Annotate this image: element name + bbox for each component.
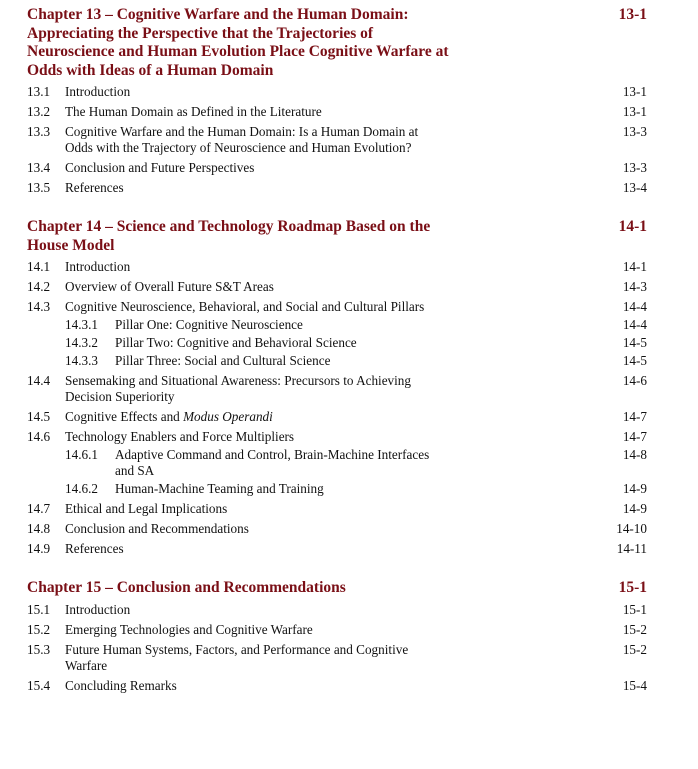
toc-subentry[interactable]: [27, 481, 647, 497]
chapter-title: Chapter 15 – Conclusion and Recommendations: [27, 579, 346, 596]
section-page: 14-6: [622, 373, 647, 388]
toc-entry[interactable]: [27, 259, 647, 275]
chapter-heading[interactable]: [27, 6, 647, 80]
section-title: Concluding Remarks: [65, 677, 177, 693]
section-title: Cognitive Warfare and the Human Domain: Is a Human Domain at Odds with the Trajectory of Neuroscience and Human Evolution?: [65, 124, 419, 155]
toc-entry[interactable]: [27, 299, 647, 315]
toc-entry[interactable]: [27, 501, 647, 517]
subsection-number: 14.3.2: [65, 335, 98, 350]
section-page: 14-11: [616, 541, 647, 556]
subsection-title: Adaptive Command and Control, Brain-Machine Interfaces and SA: [115, 447, 430, 478]
subsection-page: 14-5: [622, 335, 647, 350]
section-number: 13.1: [27, 84, 51, 99]
section-page: 14-7: [622, 409, 647, 424]
section-number: 14.5: [27, 409, 51, 424]
toc-entry[interactable]: [27, 409, 647, 425]
subsection-title: Human-Machine Teaming and Training: [115, 481, 324, 496]
section-title: Overview of Overall Future S&T Areas: [65, 279, 274, 294]
section-title: References: [65, 541, 124, 556]
section-title: Emerging Technologies and Cognitive Warfare: [65, 621, 313, 637]
section-number: 14.6: [27, 429, 51, 444]
subsection-page: 14-5: [622, 353, 647, 368]
section-title: The Human Domain as Defined in the Literature: [65, 104, 322, 119]
toc-entry[interactable]: [27, 642, 647, 674]
section-page: 14-4: [622, 299, 647, 314]
toc-entry[interactable]: [27, 160, 647, 176]
section-number: 14.4: [27, 373, 51, 388]
section-number: 13.3: [27, 124, 51, 139]
chapter-13: [27, 6, 647, 196]
section-number: 13.2: [27, 104, 51, 119]
section-title-text: Cognitive Effects and: [65, 409, 184, 424]
section-page: 15-1: [622, 601, 647, 617]
section-page: 15-2: [622, 641, 647, 657]
chapter-14: [27, 218, 647, 557]
toc-entry[interactable]: [27, 521, 647, 537]
subsection-title: Pillar Two: Cognitive and Behavioral Science: [115, 335, 357, 350]
section-title: Sensemaking and Situational Awareness: Precursors to Achieving Decision Superiority: [65, 373, 411, 404]
toc-entry[interactable]: [27, 279, 647, 295]
section-page: 14-1: [622, 259, 647, 274]
section-title: Introduction: [65, 84, 131, 99]
chapter-title: Chapter 13 – Cognitive Warfare and the Human Domain: Appreciating the Perspective that the Trajectories of Neuroscience and Human Evolution Place Cognitive Warfare at Odds with Ideas of a Human Domain: [27, 6, 449, 79]
section-page: 13-4: [622, 180, 647, 195]
subsection-number: 14.6.2: [65, 481, 98, 496]
section-number: 13.4: [27, 160, 51, 175]
table-of-contents: [27, 6, 647, 716]
section-number: 15.2: [27, 621, 51, 637]
section-title: Technology Enablers and Force Multipliers: [65, 429, 295, 444]
section-page: 13-1: [622, 84, 647, 99]
subsection-number: 14.3.3: [65, 353, 98, 368]
section-page: 14-9: [622, 501, 647, 516]
section-number: 14.9: [27, 541, 51, 556]
section-page: 15-2: [622, 621, 647, 637]
toc-entry[interactable]: [27, 678, 647, 694]
chapter-title: Chapter 14 – Science and Technology Roadmap Based on the House Model: [27, 218, 431, 254]
section-title-italic: Modus Operandi: [183, 409, 273, 424]
subsection-number: 14.6.1: [65, 447, 98, 462]
section-number: 15.4: [27, 677, 51, 693]
section-number: 15.1: [27, 601, 51, 617]
section-number: 13.5: [27, 180, 51, 195]
chapter-15: [27, 579, 647, 694]
section-page: 13-3: [622, 160, 647, 175]
chapter-heading[interactable]: [27, 218, 647, 255]
toc-entry[interactable]: [27, 373, 647, 405]
chapter-heading[interactable]: [27, 579, 647, 598]
section-title: Future Human Systems, Factors, and Performance and Cognitive Warfare: [65, 641, 409, 673]
section-title: References: [65, 180, 124, 195]
section-number: 14.8: [27, 521, 51, 536]
section-title: Ethical and Legal Implications: [65, 501, 228, 516]
chapter-page: 15-1: [618, 579, 647, 596]
subsection-title: Pillar Three: Social and Cultural Science: [115, 353, 331, 368]
chapter-page: 14-1: [618, 218, 647, 235]
section-title: Conclusion and Future Perspectives: [65, 160, 255, 175]
section-page: 14-10: [616, 521, 647, 536]
subsection-title: Pillar One: Cognitive Neuroscience: [115, 317, 303, 332]
subsection-number: 14.3.1: [65, 317, 98, 332]
section-page: 15-4: [622, 677, 647, 693]
section-page: 13-3: [622, 124, 647, 139]
subsection-page: 14-8: [622, 447, 647, 462]
section-page: 14-7: [622, 429, 647, 444]
toc-entry[interactable]: [27, 180, 647, 196]
section-number: 14.2: [27, 279, 51, 294]
toc-subentry[interactable]: [27, 353, 647, 369]
section-title: Introduction: [65, 259, 131, 274]
toc-entry[interactable]: [27, 622, 647, 638]
toc-subentry[interactable]: [27, 317, 647, 333]
chapter-page: 13-1: [618, 6, 647, 23]
section-title: Introduction: [65, 601, 131, 617]
toc-entry[interactable]: [27, 124, 647, 156]
section-page: 14-3: [622, 279, 647, 294]
toc-entry[interactable]: [27, 84, 647, 100]
section-title: Conclusion and Recommendations: [65, 521, 249, 536]
toc-entry[interactable]: [27, 541, 647, 557]
section-number: 15.3: [27, 641, 51, 657]
section-number: 14.7: [27, 501, 51, 516]
toc-entry[interactable]: [27, 602, 647, 618]
section-page: 13-1: [622, 104, 647, 119]
toc-subentry[interactable]: [27, 447, 647, 479]
toc-entry[interactable]: [27, 104, 647, 120]
subsection-page: 14-4: [622, 317, 647, 332]
subsection-page: 14-9: [622, 481, 647, 496]
toc-subentry[interactable]: [27, 335, 647, 351]
section-number: 14.1: [27, 259, 51, 274]
section-number: 14.3: [27, 299, 51, 314]
section-title: [65, 409, 445, 425]
toc-entry[interactable]: [27, 429, 647, 445]
section-title: Cognitive Neuroscience, Behavioral, and Social and Cultural Pillars: [65, 299, 425, 314]
